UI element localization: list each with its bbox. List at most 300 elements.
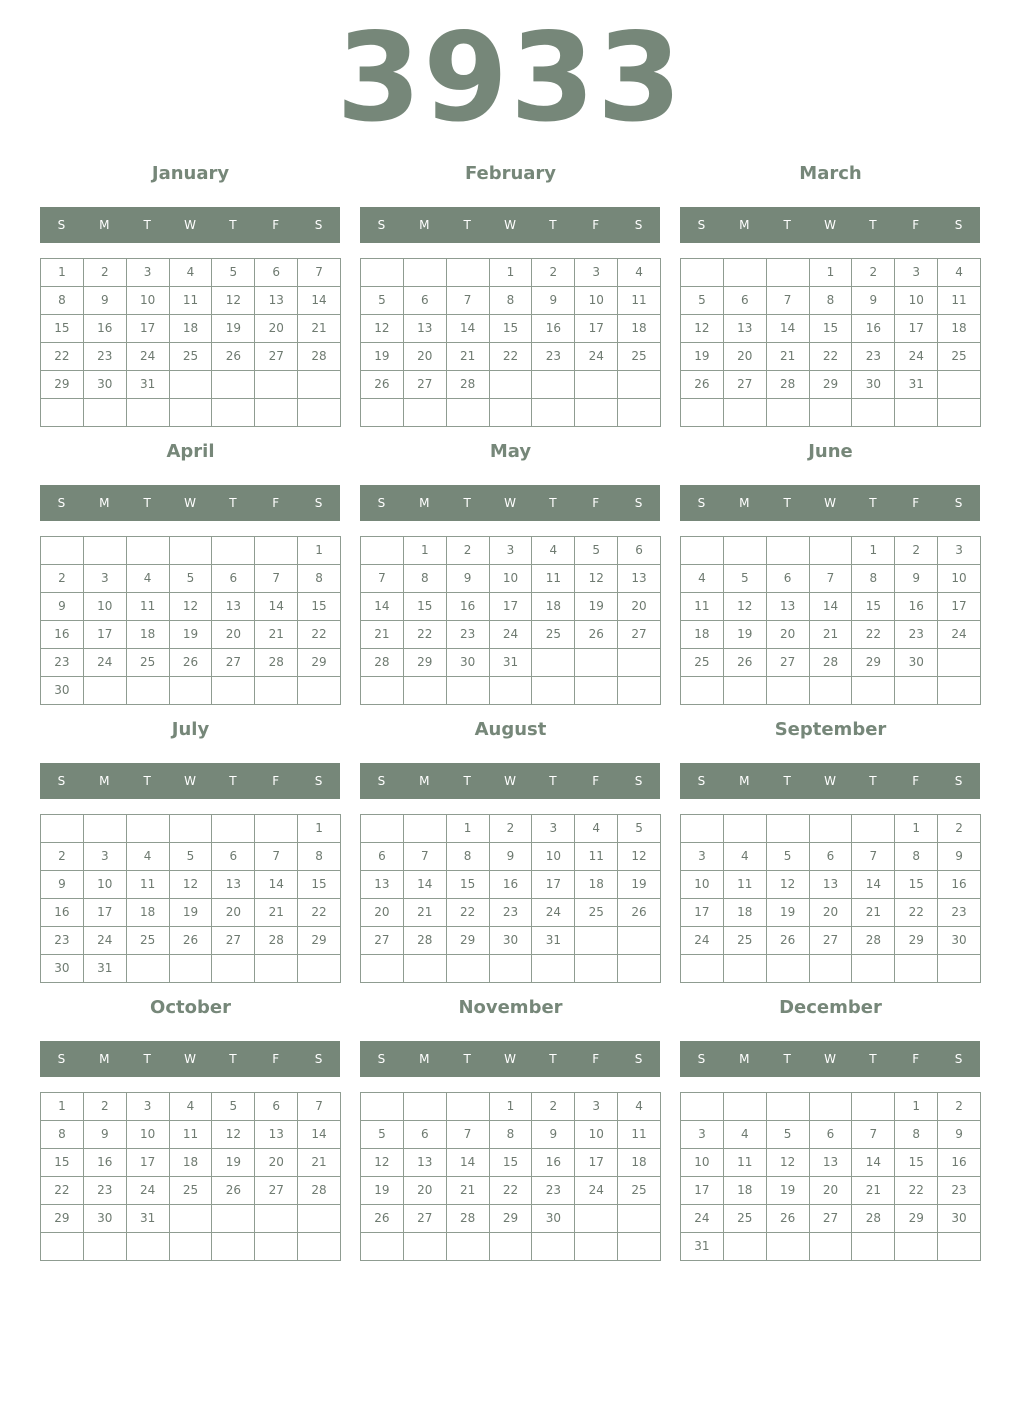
month-name: November — [458, 997, 563, 1018]
weekday-label: M — [739, 774, 750, 788]
day-cell: 18 — [937, 314, 981, 343]
day-cell: 26 — [211, 1176, 255, 1205]
day-cell: 1 — [40, 1092, 84, 1121]
day-cell: 1 — [489, 258, 533, 287]
day-cell: 18 — [126, 898, 170, 927]
day-cell: 6 — [254, 258, 298, 287]
weekday-label: W — [824, 496, 836, 510]
day-cell: 18 — [126, 620, 170, 649]
day-cell: 26 — [680, 370, 724, 399]
month-name: October — [150, 997, 231, 1018]
empty-cell — [723, 258, 767, 287]
weekday-label: S — [954, 496, 963, 510]
month-november — [360, 996, 661, 1266]
day-cell: 14 — [403, 870, 447, 899]
empty-cell — [680, 676, 724, 705]
day-cell: 30 — [446, 648, 490, 677]
day-cell: 30 — [894, 648, 938, 677]
day-cell: 3 — [83, 564, 127, 593]
day-cell: 23 — [40, 648, 84, 677]
weekday-label: T — [869, 1052, 877, 1066]
day-cell: 16 — [937, 1148, 981, 1177]
weekday-header — [360, 763, 660, 799]
empty-cell — [809, 398, 853, 427]
day-cell: 2 — [894, 536, 938, 565]
empty-cell — [617, 648, 661, 677]
day-cell: 27 — [766, 648, 810, 677]
day-cell: 24 — [531, 898, 575, 927]
empty-cell — [680, 398, 724, 427]
day-cell: 2 — [937, 814, 981, 843]
empty-cell — [723, 814, 767, 843]
empty-cell — [254, 1204, 298, 1233]
weekday-label: F — [592, 1052, 600, 1066]
day-cell: 31 — [126, 1204, 170, 1233]
day-cell: 6 — [723, 286, 767, 315]
day-cell: 5 — [723, 564, 767, 593]
empty-cell — [617, 676, 661, 705]
day-cell: 19 — [211, 314, 255, 343]
weekday-label: T — [463, 218, 471, 232]
day-cell: 17 — [83, 620, 127, 649]
day-cell: 21 — [297, 314, 341, 343]
day-cell: 5 — [574, 536, 618, 565]
empty-cell — [403, 1092, 447, 1121]
day-cell: 28 — [809, 648, 853, 677]
day-cell: 17 — [680, 1176, 724, 1205]
day-cell: 20 — [809, 898, 853, 927]
empty-cell — [809, 814, 853, 843]
day-cell: 9 — [937, 842, 981, 871]
day-cell: 13 — [723, 314, 767, 343]
day-cell: 4 — [169, 258, 213, 287]
day-cell: 5 — [211, 1092, 255, 1121]
day-cell: 4 — [531, 536, 575, 565]
empty-cell — [403, 814, 447, 843]
day-cell: 19 — [574, 592, 618, 621]
day-cell: 18 — [169, 1148, 213, 1177]
weekday-label: T — [783, 1052, 791, 1066]
day-cell: 14 — [851, 870, 895, 899]
day-cell: 31 — [680, 1232, 724, 1261]
weekday-label: S — [954, 774, 963, 788]
day-cell: 6 — [617, 536, 661, 565]
day-cell: 15 — [894, 1148, 938, 1177]
day-grid — [360, 1092, 661, 1261]
weekday-label: T — [143, 1052, 151, 1066]
empty-cell — [489, 370, 533, 399]
day-cell: 27 — [723, 370, 767, 399]
weekday-label: W — [504, 218, 516, 232]
day-cell: 24 — [83, 648, 127, 677]
day-grid — [360, 258, 661, 427]
month-name: September — [774, 719, 887, 740]
weekday-label: T — [549, 1052, 557, 1066]
day-cell: 25 — [169, 1176, 213, 1205]
empty-cell — [894, 676, 938, 705]
day-cell: 7 — [809, 564, 853, 593]
day-grid — [680, 258, 981, 427]
day-cell: 13 — [809, 870, 853, 899]
empty-cell — [360, 536, 404, 565]
day-cell: 22 — [403, 620, 447, 649]
day-cell: 30 — [851, 370, 895, 399]
day-cell: 5 — [766, 1120, 810, 1149]
day-cell: 14 — [851, 1148, 895, 1177]
empty-cell — [766, 258, 810, 287]
day-cell: 11 — [169, 1120, 213, 1149]
day-cell: 11 — [617, 1120, 661, 1149]
empty-cell — [297, 676, 341, 705]
day-cell: 26 — [169, 926, 213, 955]
empty-cell — [723, 954, 767, 983]
empty-cell — [617, 926, 661, 955]
empty-cell — [169, 1232, 213, 1261]
weekday-label: S — [314, 496, 323, 510]
weekday-label: M — [99, 496, 110, 510]
day-grid — [40, 1092, 341, 1261]
day-cell: 4 — [169, 1092, 213, 1121]
weekday-label: S — [57, 1052, 66, 1066]
empty-cell — [489, 1232, 533, 1261]
day-cell: 1 — [894, 814, 938, 843]
day-cell: 12 — [169, 592, 213, 621]
day-cell: 17 — [531, 870, 575, 899]
empty-cell — [937, 370, 981, 399]
weekday-header — [360, 485, 660, 521]
day-cell: 5 — [169, 564, 213, 593]
month-june — [680, 440, 981, 710]
day-cell: 20 — [360, 898, 404, 927]
day-cell: 5 — [211, 258, 255, 287]
day-cell: 10 — [680, 1148, 724, 1177]
empty-cell — [40, 536, 84, 565]
day-cell: 3 — [83, 842, 127, 871]
day-cell: 23 — [937, 898, 981, 927]
empty-cell — [40, 814, 84, 843]
empty-cell — [403, 398, 447, 427]
weekday-label: S — [634, 218, 643, 232]
day-cell: 24 — [489, 620, 533, 649]
day-cell: 23 — [446, 620, 490, 649]
day-cell: 19 — [723, 620, 767, 649]
day-cell: 3 — [574, 1092, 618, 1121]
day-cell: 15 — [809, 314, 853, 343]
day-cell: 21 — [446, 342, 490, 371]
empty-cell — [937, 676, 981, 705]
day-cell: 13 — [211, 870, 255, 899]
day-cell: 27 — [254, 342, 298, 371]
empty-cell — [83, 814, 127, 843]
weekday-label: T — [463, 1052, 471, 1066]
empty-cell — [574, 370, 618, 399]
day-cell: 28 — [851, 1204, 895, 1233]
empty-cell — [851, 1232, 895, 1261]
month-name: March — [799, 163, 862, 184]
day-cell: 25 — [680, 648, 724, 677]
empty-cell — [680, 258, 724, 287]
day-cell: 4 — [126, 564, 170, 593]
day-cell: 29 — [894, 926, 938, 955]
day-cell: 14 — [297, 1120, 341, 1149]
day-cell: 31 — [894, 370, 938, 399]
day-cell: 12 — [680, 314, 724, 343]
day-cell: 7 — [254, 564, 298, 593]
day-grid — [360, 814, 661, 983]
empty-cell — [40, 398, 84, 427]
weekday-label: S — [57, 774, 66, 788]
weekday-label: T — [463, 774, 471, 788]
empty-cell — [766, 398, 810, 427]
weekday-label: S — [314, 218, 323, 232]
day-cell: 16 — [531, 314, 575, 343]
day-cell: 4 — [126, 842, 170, 871]
day-cell: 27 — [403, 370, 447, 399]
day-cell: 13 — [254, 286, 298, 315]
empty-cell — [403, 954, 447, 983]
day-cell: 9 — [531, 1120, 575, 1149]
day-cell: 8 — [489, 1120, 533, 1149]
day-cell: 9 — [489, 842, 533, 871]
day-cell: 27 — [809, 926, 853, 955]
day-cell: 16 — [851, 314, 895, 343]
weekday-label: M — [419, 218, 430, 232]
day-cell: 29 — [40, 1204, 84, 1233]
month-october — [40, 996, 341, 1266]
day-cell: 21 — [809, 620, 853, 649]
weekday-label: S — [634, 774, 643, 788]
weekday-label: F — [912, 774, 920, 788]
day-cell: 11 — [617, 286, 661, 315]
day-cell: 17 — [680, 898, 724, 927]
day-cell: 10 — [574, 286, 618, 315]
empty-cell — [617, 398, 661, 427]
day-cell: 15 — [297, 592, 341, 621]
weekday-label: T — [229, 496, 237, 510]
day-cell: 19 — [617, 870, 661, 899]
day-grid — [40, 258, 341, 427]
empty-cell — [680, 536, 724, 565]
day-cell: 11 — [937, 286, 981, 315]
day-cell: 4 — [617, 1092, 661, 1121]
day-cell: 11 — [723, 870, 767, 899]
weekday-label: T — [229, 1052, 237, 1066]
empty-cell — [851, 1092, 895, 1121]
day-cell: 12 — [766, 870, 810, 899]
day-cell: 31 — [126, 370, 170, 399]
empty-cell — [126, 1232, 170, 1261]
weekday-label: F — [272, 218, 280, 232]
day-cell: 19 — [680, 342, 724, 371]
empty-cell — [169, 536, 213, 565]
weekday-label: F — [912, 218, 920, 232]
weekday-label: W — [824, 774, 836, 788]
day-cell: 19 — [211, 1148, 255, 1177]
day-cell: 4 — [937, 258, 981, 287]
weekday-label: M — [99, 1052, 110, 1066]
day-cell: 29 — [297, 926, 341, 955]
day-cell: 14 — [766, 314, 810, 343]
empty-cell — [254, 676, 298, 705]
day-cell: 20 — [403, 342, 447, 371]
month-name: December — [779, 997, 882, 1018]
empty-cell — [126, 954, 170, 983]
weekday-label: T — [783, 496, 791, 510]
day-cell: 15 — [446, 870, 490, 899]
weekday-header — [360, 207, 660, 243]
day-cell: 23 — [531, 1176, 575, 1205]
day-cell: 14 — [254, 870, 298, 899]
empty-cell — [617, 1232, 661, 1261]
day-cell: 1 — [809, 258, 853, 287]
day-cell: 19 — [169, 898, 213, 927]
weekday-label: T — [869, 774, 877, 788]
weekday-label: S — [697, 496, 706, 510]
day-cell: 12 — [617, 842, 661, 871]
day-grid — [680, 1092, 981, 1261]
empty-cell — [254, 814, 298, 843]
day-cell: 2 — [531, 258, 575, 287]
day-cell: 23 — [937, 1176, 981, 1205]
day-cell: 10 — [126, 286, 170, 315]
empty-cell — [723, 536, 767, 565]
day-cell: 28 — [766, 370, 810, 399]
empty-cell — [211, 370, 255, 399]
weekday-label: M — [739, 1052, 750, 1066]
day-cell: 12 — [360, 1148, 404, 1177]
weekday-label: T — [229, 774, 237, 788]
day-cell: 5 — [617, 814, 661, 843]
day-cell: 6 — [403, 1120, 447, 1149]
empty-cell — [83, 536, 127, 565]
empty-cell — [894, 1232, 938, 1261]
day-cell: 7 — [446, 286, 490, 315]
day-cell: 17 — [937, 592, 981, 621]
empty-cell — [937, 648, 981, 677]
day-cell: 25 — [617, 1176, 661, 1205]
day-cell: 1 — [489, 1092, 533, 1121]
empty-cell — [723, 676, 767, 705]
day-cell: 18 — [531, 592, 575, 621]
empty-cell — [254, 1232, 298, 1261]
empty-cell — [680, 814, 724, 843]
day-cell: 27 — [809, 1204, 853, 1233]
day-cell: 13 — [766, 592, 810, 621]
empty-cell — [126, 676, 170, 705]
day-cell: 9 — [83, 1120, 127, 1149]
empty-cell — [723, 398, 767, 427]
empty-cell — [254, 398, 298, 427]
weekday-label: S — [377, 496, 386, 510]
empty-cell — [531, 954, 575, 983]
empty-cell — [254, 954, 298, 983]
day-cell: 23 — [531, 342, 575, 371]
day-cell: 12 — [766, 1148, 810, 1177]
empty-cell — [809, 1092, 853, 1121]
weekday-label: T — [143, 774, 151, 788]
day-cell: 21 — [254, 620, 298, 649]
empty-cell — [723, 1092, 767, 1121]
day-cell: 16 — [83, 1148, 127, 1177]
day-cell: 15 — [489, 314, 533, 343]
day-cell: 11 — [169, 286, 213, 315]
day-cell: 8 — [894, 842, 938, 871]
day-cell: 23 — [489, 898, 533, 927]
day-cell: 21 — [297, 1148, 341, 1177]
day-cell: 2 — [851, 258, 895, 287]
weekday-header — [680, 763, 980, 799]
day-cell: 26 — [211, 342, 255, 371]
day-cell: 10 — [574, 1120, 618, 1149]
day-cell: 29 — [851, 648, 895, 677]
day-grid — [680, 814, 981, 983]
day-cell: 29 — [297, 648, 341, 677]
month-name: January — [151, 163, 230, 184]
day-cell: 18 — [617, 314, 661, 343]
day-cell: 27 — [254, 1176, 298, 1205]
day-cell: 1 — [403, 536, 447, 565]
day-cell: 12 — [574, 564, 618, 593]
day-cell: 22 — [446, 898, 490, 927]
weekday-label: W — [184, 496, 196, 510]
empty-cell — [360, 1232, 404, 1261]
day-cell: 12 — [211, 286, 255, 315]
empty-cell — [766, 676, 810, 705]
day-cell: 30 — [83, 370, 127, 399]
weekday-label: T — [869, 218, 877, 232]
empty-cell — [360, 258, 404, 287]
weekday-header — [40, 1041, 340, 1077]
day-cell: 13 — [403, 314, 447, 343]
day-cell: 10 — [937, 564, 981, 593]
weekday-label: M — [99, 774, 110, 788]
weekday-label: W — [504, 1052, 516, 1066]
day-cell: 22 — [297, 898, 341, 927]
day-cell: 29 — [809, 370, 853, 399]
weekday-label: F — [592, 496, 600, 510]
day-grid — [40, 536, 341, 705]
weekday-label: W — [824, 218, 836, 232]
empty-cell — [723, 1232, 767, 1261]
month-may — [360, 440, 661, 710]
weekday-label: F — [272, 496, 280, 510]
empty-cell — [126, 398, 170, 427]
empty-cell — [680, 1092, 724, 1121]
day-cell: 14 — [297, 286, 341, 315]
day-cell: 13 — [403, 1148, 447, 1177]
day-cell: 15 — [894, 870, 938, 899]
day-cell: 7 — [297, 258, 341, 287]
weekday-header — [40, 207, 340, 243]
day-cell: 25 — [126, 926, 170, 955]
empty-cell — [446, 258, 490, 287]
day-cell: 27 — [211, 926, 255, 955]
day-cell: 21 — [254, 898, 298, 927]
weekday-label: W — [184, 774, 196, 788]
day-cell: 1 — [851, 536, 895, 565]
day-cell: 18 — [723, 1176, 767, 1205]
day-cell: 17 — [83, 898, 127, 927]
day-cell: 26 — [766, 1204, 810, 1233]
day-cell: 20 — [403, 1176, 447, 1205]
weekday-label: F — [912, 496, 920, 510]
day-cell: 26 — [360, 1204, 404, 1233]
empty-cell — [937, 398, 981, 427]
empty-cell — [297, 370, 341, 399]
day-cell: 13 — [617, 564, 661, 593]
empty-cell — [894, 954, 938, 983]
day-cell: 25 — [617, 342, 661, 371]
